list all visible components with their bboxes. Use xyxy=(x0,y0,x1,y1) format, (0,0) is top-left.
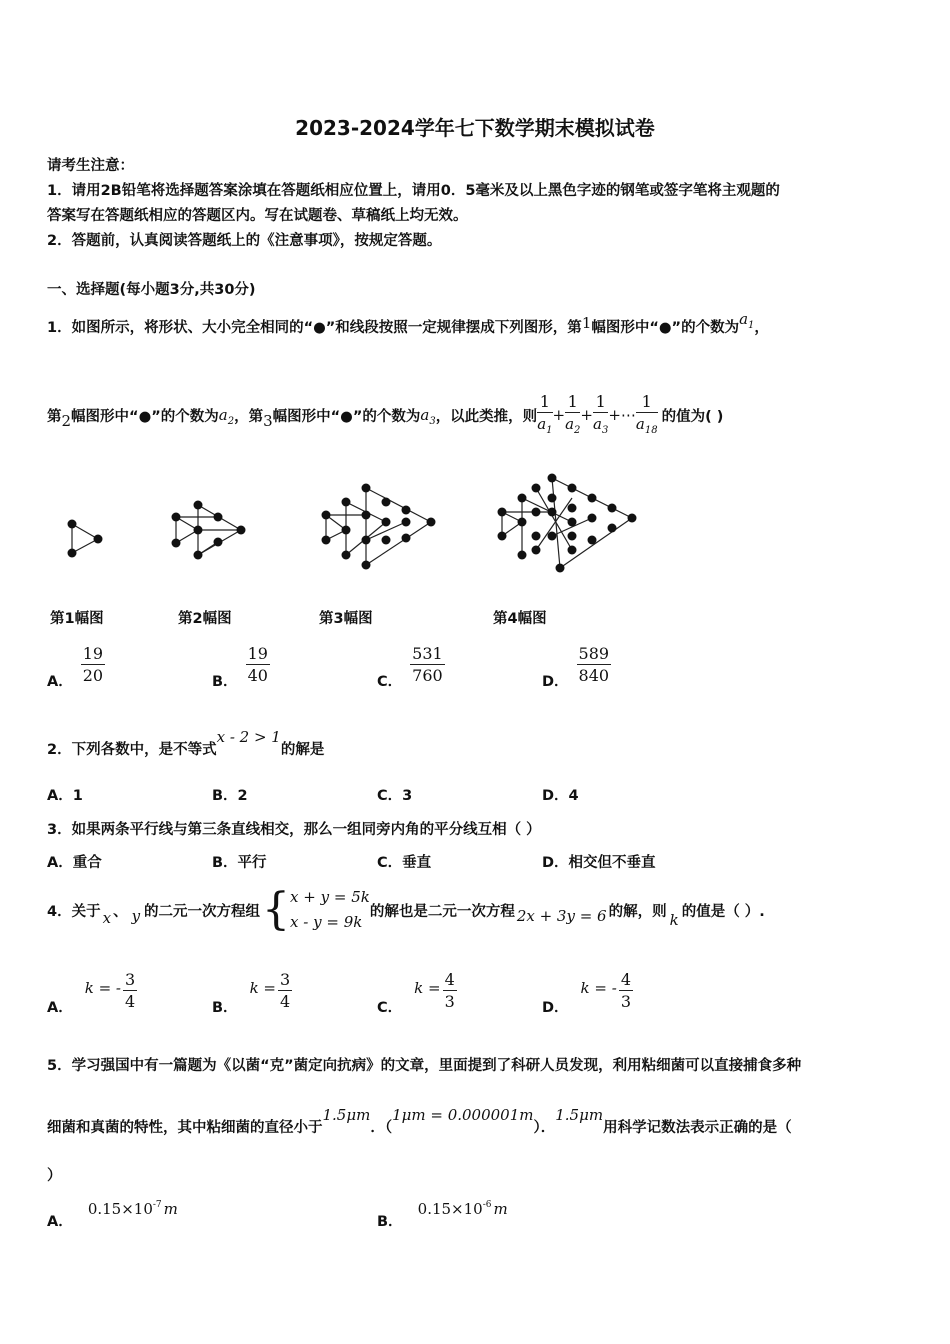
q1-line2e: ，以此类推，则 xyxy=(435,408,538,425)
q2-option-d[interactable]: D．4 xyxy=(542,788,579,804)
q2-option-a[interactable]: A．1 xyxy=(47,788,83,804)
q1-comma: ， xyxy=(754,320,769,336)
caption-4: 第4幅图 xyxy=(493,611,547,627)
sum-frac-2: $\frac{1}{a_2}$ xyxy=(565,392,581,436)
q3-option-a[interactable]: A．重合 xyxy=(47,855,102,871)
q1-option-d[interactable]: D． $\frac{589}{840}$ xyxy=(542,644,610,690)
figure-4 xyxy=(498,474,637,573)
q4-option-a[interactable]: A． k = - $\frac{3}{4}$ xyxy=(47,970,136,1016)
page-title: 2023-2024学年七下数学期末模拟试卷 xyxy=(295,116,655,140)
var-y: y xyxy=(131,907,141,925)
q1-figures xyxy=(40,460,660,590)
q4-option-d[interactable]: D． k = - $\frac{4}{3}$ xyxy=(542,970,631,1016)
equation-3: 2x + 3y = 6 xyxy=(516,907,607,925)
q1-line2c: ，第 xyxy=(234,408,264,425)
plus-cdots: +⋯ xyxy=(608,406,636,424)
q1-option-c[interactable]: C． $\frac{531}{760}$ xyxy=(377,644,443,690)
q1-line2d: 幅图形中“●”的个数为 xyxy=(272,408,421,425)
q5-value-3: 1.5μm xyxy=(555,1106,604,1124)
var-k: k xyxy=(669,911,679,929)
figure-1 xyxy=(68,520,103,558)
figure-3 xyxy=(322,484,436,570)
q4-line: 4．关于 x 、 y 的二元一次方程组 { x + y = 5k x - y = 9k 的解也是二元一次方程 2x + 3y = 6 的解，则 k 的值是（ ）. xyxy=(47,884,765,935)
q1-a2: $a_2$ xyxy=(218,406,235,427)
notice-line-1b: 答案写在答题纸相应的答题区内。写在试题卷、草稿纸上均无效。 xyxy=(47,208,468,224)
caption-3: 第3幅图 xyxy=(319,611,373,627)
q3-line: 3．如果两条平行线与第三条直线相交，那么一组同旁内角的平分线互相（ ） xyxy=(47,822,541,838)
q3-option-d[interactable]: D．相交但不垂直 xyxy=(542,855,656,871)
q1-text-2: 幅图形中“●”的个数为 xyxy=(591,320,740,336)
q1-a3: $a_3$ xyxy=(420,406,436,427)
notice-line-2: 2．答题前，认真阅读答题纸上的《注意事项》，按规定答题。 xyxy=(47,233,442,249)
sum-frac-18: $\frac{1}{a_{18}}$ xyxy=(635,392,658,436)
q5-option-a[interactable]: A． $0.15\times 10^{-7}$ m xyxy=(47,1200,178,1230)
q1-n2: 2 xyxy=(61,412,72,430)
q1-line2f: 的值为( ) xyxy=(661,408,724,425)
q5-value-2: 1μm = 0.000001m xyxy=(392,1106,534,1124)
q5-value-1: 1.5μm xyxy=(322,1106,371,1124)
caption-1: 第1幅图 xyxy=(50,611,104,627)
figure-2 xyxy=(172,501,246,560)
q1-line2b: 幅图形中“●”的个数为 xyxy=(71,408,219,425)
q1-option-a[interactable]: A． $\frac{19}{20}$ xyxy=(47,644,104,690)
system-brace: { xyxy=(262,884,291,935)
q5-line-3: ） xyxy=(47,1168,62,1184)
q5-line-2: 细菌和真菌的特性，其中粘细菌的直径小于1.5μm．（1μm = 0.000001m）．1.5μm用科学记数法表示正确的是（ xyxy=(47,1106,792,1136)
q3-option-c[interactable]: C．垂直 xyxy=(377,855,432,871)
q5-option-b[interactable]: B． $0.15\times 10^{-6}$ m xyxy=(377,1200,508,1230)
notice-line-1a: 1．请用2B铅笔将选择题答案涂填在答题纸相应位置上，请用0．5毫米及以上黑色字迹的钢笔或签字笔将主观题的 xyxy=(47,183,780,199)
q2-option-b[interactable]: B．2 xyxy=(212,788,248,804)
q2-inequality: x - 2 > 1 xyxy=(216,728,281,746)
q1-n1: 1 xyxy=(581,314,592,332)
q1-line-2 xyxy=(47,392,723,438)
q4-option-b[interactable]: B． k = $\frac{3}{4}$ xyxy=(212,970,291,1016)
notice-heading: 请考生注意： xyxy=(47,158,134,174)
q1-text-1: 1．如图所示，将形状、大小完全相同的“●”和线段按照一定规律摆成下列图形，第 xyxy=(47,320,582,336)
q2-line: 2．下列各数中，是不等式x - 2 > 1的解是 xyxy=(47,728,325,758)
sum-frac-1: $\frac{1}{a_1}$ xyxy=(537,392,553,436)
q2-option-c[interactable]: C．3 xyxy=(377,788,413,804)
plus-1: + xyxy=(552,406,566,424)
var-x: x xyxy=(102,909,112,927)
caption-2: 第2幅图 xyxy=(178,611,232,627)
q3-option-b[interactable]: B．平行 xyxy=(212,855,267,871)
q4-option-c[interactable]: C． k = $\frac{4}{3}$ xyxy=(377,970,455,1016)
plus-2: + xyxy=(580,406,593,424)
q1-line2a: 第 xyxy=(47,408,62,425)
section-heading: 一、选择题(每小题3分,共30分) xyxy=(47,282,256,298)
q5-line-1: 5．学习强国中有一篇题为《以菌“克”菌定向抗病》的文章，里面提到了科研人员发现，利用粘细菌可以直接捕食多种 xyxy=(47,1058,802,1074)
equation-system: x + y = 5k x - y = 9k xyxy=(290,888,370,931)
q1-n3: 3 xyxy=(263,412,273,430)
q1-line-1 xyxy=(47,310,769,337)
sum-frac-3: $\frac{1}{a_3}$ xyxy=(593,392,609,436)
q1-option-b[interactable]: B． $\frac{19}{40}$ xyxy=(212,644,268,690)
q1-a1: $a_1$ xyxy=(739,310,755,331)
